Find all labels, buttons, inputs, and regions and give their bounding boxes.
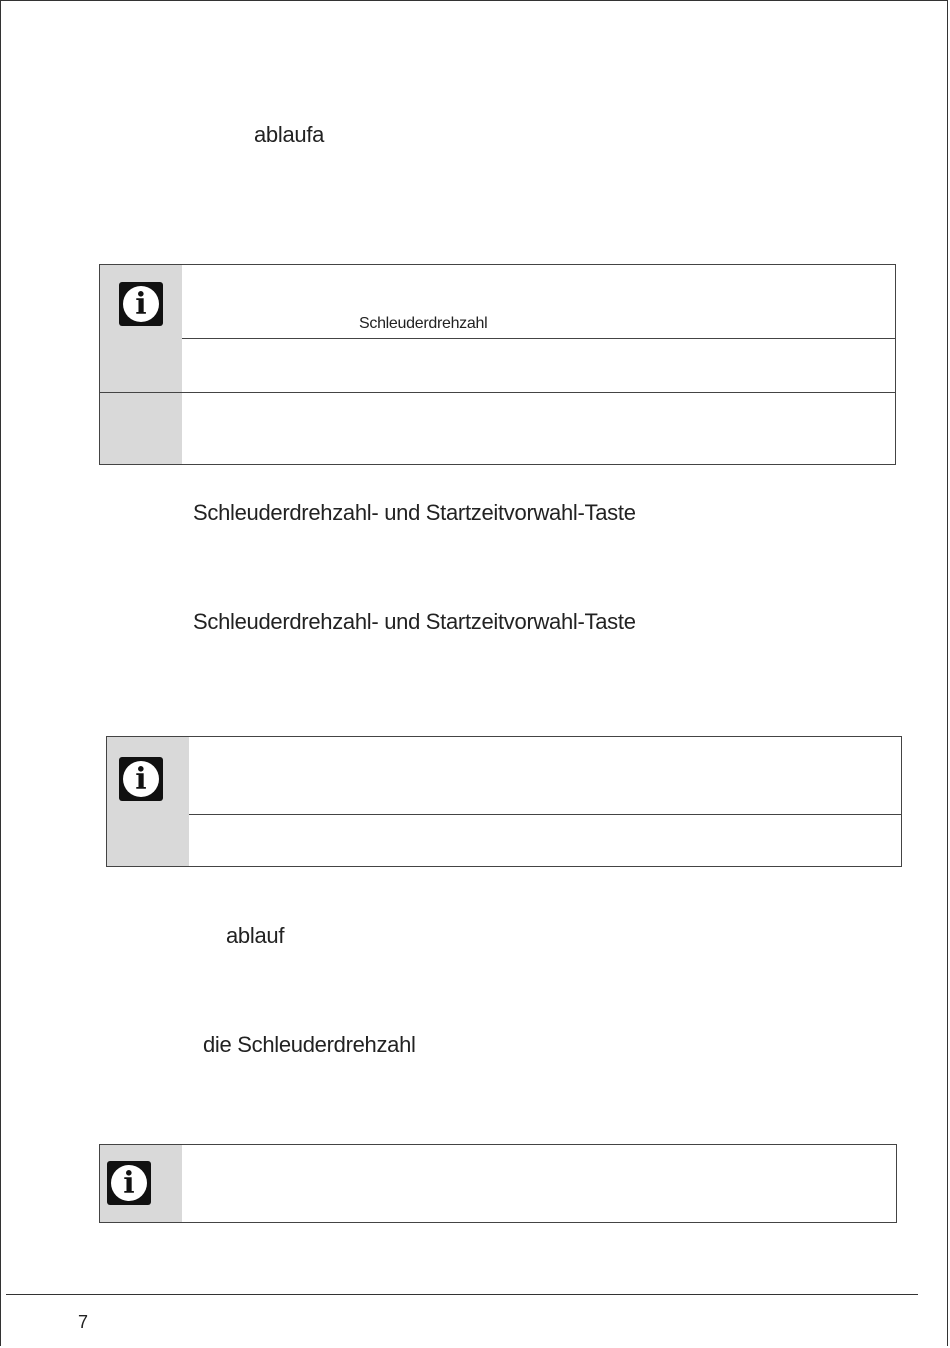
row-divider <box>100 392 895 393</box>
info-box-3 <box>99 1144 897 1223</box>
fragment-ablauf: ablauf <box>226 923 285 948</box>
heading-fragment: ablaufa <box>254 122 325 147</box>
info-icon: i <box>107 1161 151 1205</box>
page-number: 7 <box>78 1312 89 1332</box>
info-box-1 <box>99 264 896 465</box>
row-divider <box>182 338 895 339</box>
footer-rule <box>6 1294 918 1295</box>
info-icon: i <box>119 757 163 801</box>
info-icon: i <box>119 282 163 326</box>
row-divider <box>189 814 901 815</box>
info-box-2 <box>106 736 902 867</box>
body-line-1: Schleuderdrehzahl- und Startzeitvorwahl-Taste <box>193 500 636 525</box>
body-line-2: Schleuderdrehzahl- und Startzeitvorwahl-Taste <box>193 609 636 634</box>
box1-label: Schleuderdrehzahl <box>359 315 488 332</box>
fragment-schleuderdrehzahl: die Schleuderdrehzahl <box>203 1032 416 1057</box>
